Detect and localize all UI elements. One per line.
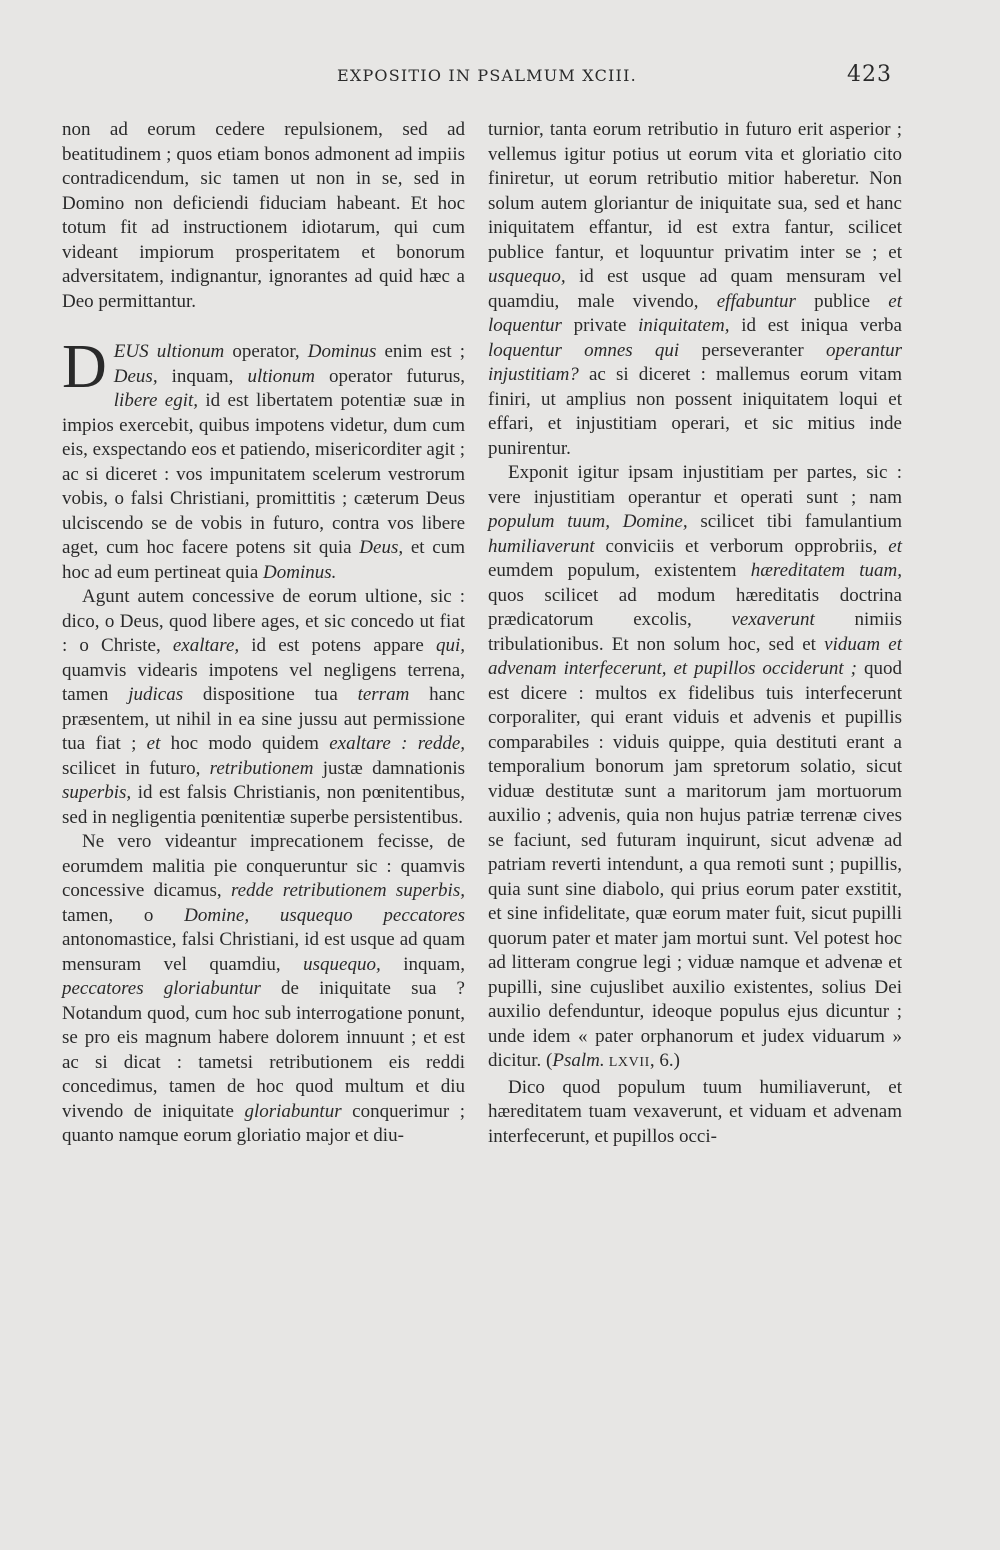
italic-run: Dominus	[307, 341, 377, 362]
paragraph: Ne vero videantur imprecationem fecisse, de eorumdem malitia pie conqueruntur sic : quamvis concessive dicamus, redde retributionem superbis, tamen, o Domine, usquequo peccatores antonomastice, falsi Christiani, id est usque ad quam mensuram vel quamdiu, usquequo, inquam, peccatores gloriabuntur de iniquitate sua ? Notandum quod, cum hoc sub interrogatione ponunt, se pro eis magnum habere dolorem innuunt ; et est ac si dicat : tametsi retributionem eis reddi concedimus, tamen de hoc quod multum et diu vivendo de iniquitate gloriabuntur conquerimur ; quanto namque eorum gloriatio major et diu-	[62, 831, 466, 1146]
left-column	[62, 118, 465, 1149]
italic-run: Psalm.	[552, 1050, 605, 1071]
italic-run: et	[888, 535, 902, 557]
italic-run: qui,	[435, 635, 465, 656]
italic-run: Deus,	[113, 365, 158, 387]
italic-run: iniquitatem,	[638, 315, 730, 336]
italic-run: loquentur omnes qui	[488, 339, 680, 361]
italic-run: Deus,	[359, 537, 404, 558]
italic-run: humiliaverunt	[488, 535, 595, 557]
italic-run: EUS ultionum	[113, 341, 225, 362]
italic-run: judicas	[128, 684, 184, 705]
italic-run: operantur injustitiam?	[488, 339, 902, 385]
paragraph: Exponit igitur ipsam injustitiam per partes, sic : vere injustitiam operantur et operati sunt ; nam populum tuum, Domine, scilicet tibi famulantium humiliaverunt conviciis et verborum opprobriis, et eumdem populum, existentem hæreditatem tuam, quos scilicet ad modum hæreditatis doctrina prædicatorum excolis, vexaverunt nimiis tribulationibus. Et non solum hoc, sed et viduam et advenam interfecerunt, et pupillos occiderunt ; quod est dicere : multos ex fidelibus tuis interfecerunt corporaliter, qui erant viduis et advenis et pupillis comparabiles : viduis quippe, quia destituti erant a temporalium bonorum jam spretorum solatio, sicut viduæ destitutæ sunt a maritorum jam mortuorum auxilio ; advenis, quia non hujus patriæ terrenæ cives se faciunt, sed futuram inquirunt, sicut advenæ ad patriam reverti intendunt, a qua remoti sunt ; pupillis, quia sunt sine diabolo, qui prius eorum pater exstitit, et sine infidelitate, quæ eorum mater fuit, sicut pupilli quorum pater et mater jam mortui sunt. Vel potest hoc ad litteram congrue legi ; viduæ namque et advenæ et pupilli, sine cujuslibet auxilio existentes, solius Dei auxilio defenduntur, ideoque populus ejus dicuntur ; unde idem « pater orphanorum et judex viduarum » dicitur. (Psalm. LXVII, 6.)	[488, 462, 903, 1071]
italic-run: Domine, usquequo peccatores	[184, 904, 465, 926]
paragraph: Dico quod populum tuum humiliaverunt, et hæreditatem tuam vexaverunt, et viduam et advenam interfecerunt, et pupillos occi-	[488, 1076, 902, 1147]
italic-run: et loquentur	[488, 290, 902, 336]
small-caps-run: LXVII	[604, 1055, 650, 1070]
paragraph: turnior, tanta eorum retributio in futuro erit asperior ; vellemus igitur potius ut eorum vita et gloriatio cito finiretur, ut eorum retributio mitior haberetur. Non solum autem gloriantur de iniquitate sua, sed et hanc iniquitatem effantur, id est extra fantur, scilicet publice fantur, et loquuntur privatim inter se ; et usquequo, id est usque ad quam mensuram vel quamdiu, male vivendo, effabuntur publice et loquentur private iniquitatem, id est iniqua verba loquentur omnes qui perseveranter operantur injustitiam? ac si diceret : mallemus eorum vitam finiri, ut amplius non possent iniquitatem loqui et effari, et injustitiam operari, et sic mitius inde punirentur.	[488, 119, 902, 459]
italic-run: et	[146, 733, 161, 754]
drop-cap-initial: D	[62, 333, 107, 401]
italic-run: terram	[357, 684, 410, 705]
italic-run: exaltare,	[172, 635, 240, 656]
italic-run: hæreditatem tuam,	[750, 560, 902, 581]
italic-run: retributionem	[209, 757, 314, 779]
italic-run: vexaverunt	[731, 609, 815, 630]
italic-run: populum tuum, Domine,	[488, 511, 688, 532]
italic-run: ultionum	[247, 365, 315, 387]
right-column	[488, 118, 902, 1149]
running-head	[0, 62, 1000, 90]
italic-run: usquequo,	[303, 953, 381, 975]
italic-run: viduam et advenam interfecerunt, et pupillos occiderunt ;	[488, 633, 902, 679]
paragraph-text: EUS ultionum operator, Dominus enim est ; Deus, inquam, ultionum operator futurus, libere egit, id est libertatem potentiæ suæ in impios exercebit, quibus impotens videtur, dum cum eis, exspectando eos et patiendo, misericorditer agit ; ac si diceret : vos impunitatem scelerum vestrorum vobis, o falsi Christiani, promittitis ; cæterum Deus ulciscendo se de vobis in futuro, contra vos libere aget, cum hoc facere potens sit quia Deus, et cum hoc ad eum pertineat quia Dominus.	[62, 341, 465, 583]
italic-run: superbis,	[62, 782, 132, 803]
running-title: EXPOSITIO IN PSALMUM XCIII.	[337, 66, 637, 85]
italic-run: exaltare : redde,	[329, 733, 466, 754]
italic-run: peccatores gloriabuntur	[62, 978, 261, 999]
paragraph: non ad eorum cedere repulsionem, sed ad beatitudinem ; quos etiam bonos admonent ad impiis contradicendum, sic tamen ut non in se, sed in Domino non deficiendi fiduciam habeant. Et hoc totum fit ad instructionem idiotarum, qui cum videant impiorum prosperitatem et bonorum adversitatem, indignantur, ignorantes ad quid hæc a Deo permittantur.	[62, 119, 465, 312]
paragraph: Agunt autem concessive de eorum ultione, sic : dico, o Deus, quod libere ages, et sic concedo ut fiat : o Christe, exaltare, id est potens appare qui, quamvis videaris impotens vel negligens terrena, tamen judicas dispositione tua terram hanc præsentem, ut nihil in ea sine jussu aut permissione tua fiat ; et hoc modo quidem exaltare : redde, scilicet in futuro, retributionem justæ damnationis superbis, id est falsis Christianis, non pœnitentibus, sed in negligentia pœnitentiæ superbe persistentibus.	[62, 586, 466, 828]
paragraph-with-initial	[62, 333, 465, 585]
italic-run: usquequo,	[488, 266, 566, 287]
italic-run: libere egit,	[113, 390, 199, 411]
page-number: 423	[847, 62, 892, 87]
italic-run: effabuntur	[716, 290, 796, 312]
italic-run: gloriabuntur	[244, 1100, 342, 1122]
italic-run: Dominus.	[263, 561, 337, 583]
italic-run: redde retributionem superbis,	[230, 880, 465, 901]
